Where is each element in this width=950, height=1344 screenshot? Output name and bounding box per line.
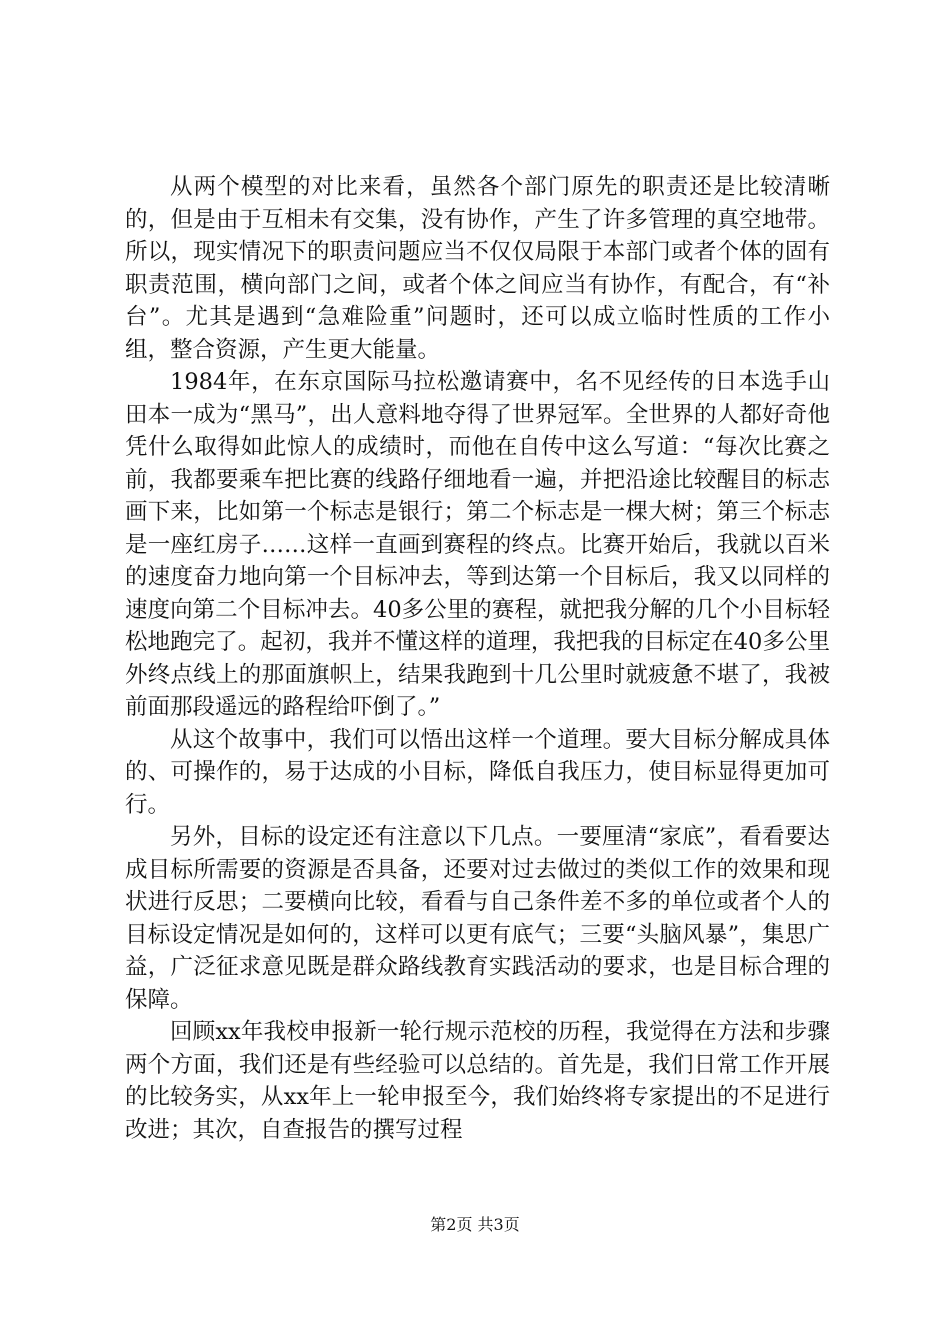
paragraph-2: 1984年，在东京国际马拉松邀请赛中，名不见经传的日本选手山田本一成为“黑马”，出人意料地夺得了世界冠军。全世界的人都好奇他凭什么取得如此惊人的成绩时，而他在自传中这么写道：“每次比赛之前，我都要乘车把比赛的线路仔细地看一遍，并把沿途比较醒目的标志画下来，比如第一个标志是银行；第二个标志是一棵大树；第三个标志是一座红房子……这样一直画到赛程的终点。比赛开始后，我就以百米的速度奋力地向第一个目标冲去，等到达第一个目标后，我又以同样的速度向第二个目标冲去。40多公里的赛程，就把我分解的几个小目标轻松地跑完了。起初，我并不懂这样的道理，我把我的目标定在40多公里外终点线上的那面旗帜上，结果我跑到十几公里时就疲惫不堪了，我被前面那段遥远的路程给吓倒了。” [125,369,830,720]
document-body [125,171,830,1146]
paragraph-1: 从两个模型的对比来看，虽然各个部门原先的职责还是比较清晰的，但是由于互相未有交集，没有协作，产生了许多管理的真空地带。所以，现实情况下的职责问题应当不仅仅局限于本部门或者个体的固有职责范围，横向部门之间，或者个体之间应当有协作，有配合，有“补台”。尤其是遇到“急难险重”问题时，还可以成立临时性质的工作小组，整合资源，产生更大能量。 [125,174,830,363]
paragraph-4: 另外，目标的设定还有注意以下几点。一要厘清“家底”，看看要达成目标所需要的资源是否具备，还要对过去做过的类似工作的效果和现状进行反思；二要横向比较，看看与自己条件差不多的单位或者个人的目标设定情况是如何的，这样可以更有底气；三要“头脑风暴”，集思广益，广泛征求意见既是群众路线教育实践活动的要求，也是目标合理的保障。 [125,824,830,1013]
paragraph-3: 从这个故事中，我们可以悟出这样一个道理。要大目标分解成具体的、可操作的，易于达成的小目标，降低自我压力，使目标显得更加可行。 [125,726,830,818]
paragraph-5: 回顾xx年我校申报新一轮行规示范校的历程，我觉得在方法和步骤两个方面，我们还是有些经验可以总结的。首先是，我们日常工作开展的比较务实，从xx年上一轮申报至今，我们始终将专家提出的不足进行改进；其次，自查报告的撰写过程 [125,1019,830,1143]
page-footer [0,1214,950,1236]
page-number-label: 第2页 共3页 [430,1215,520,1234]
